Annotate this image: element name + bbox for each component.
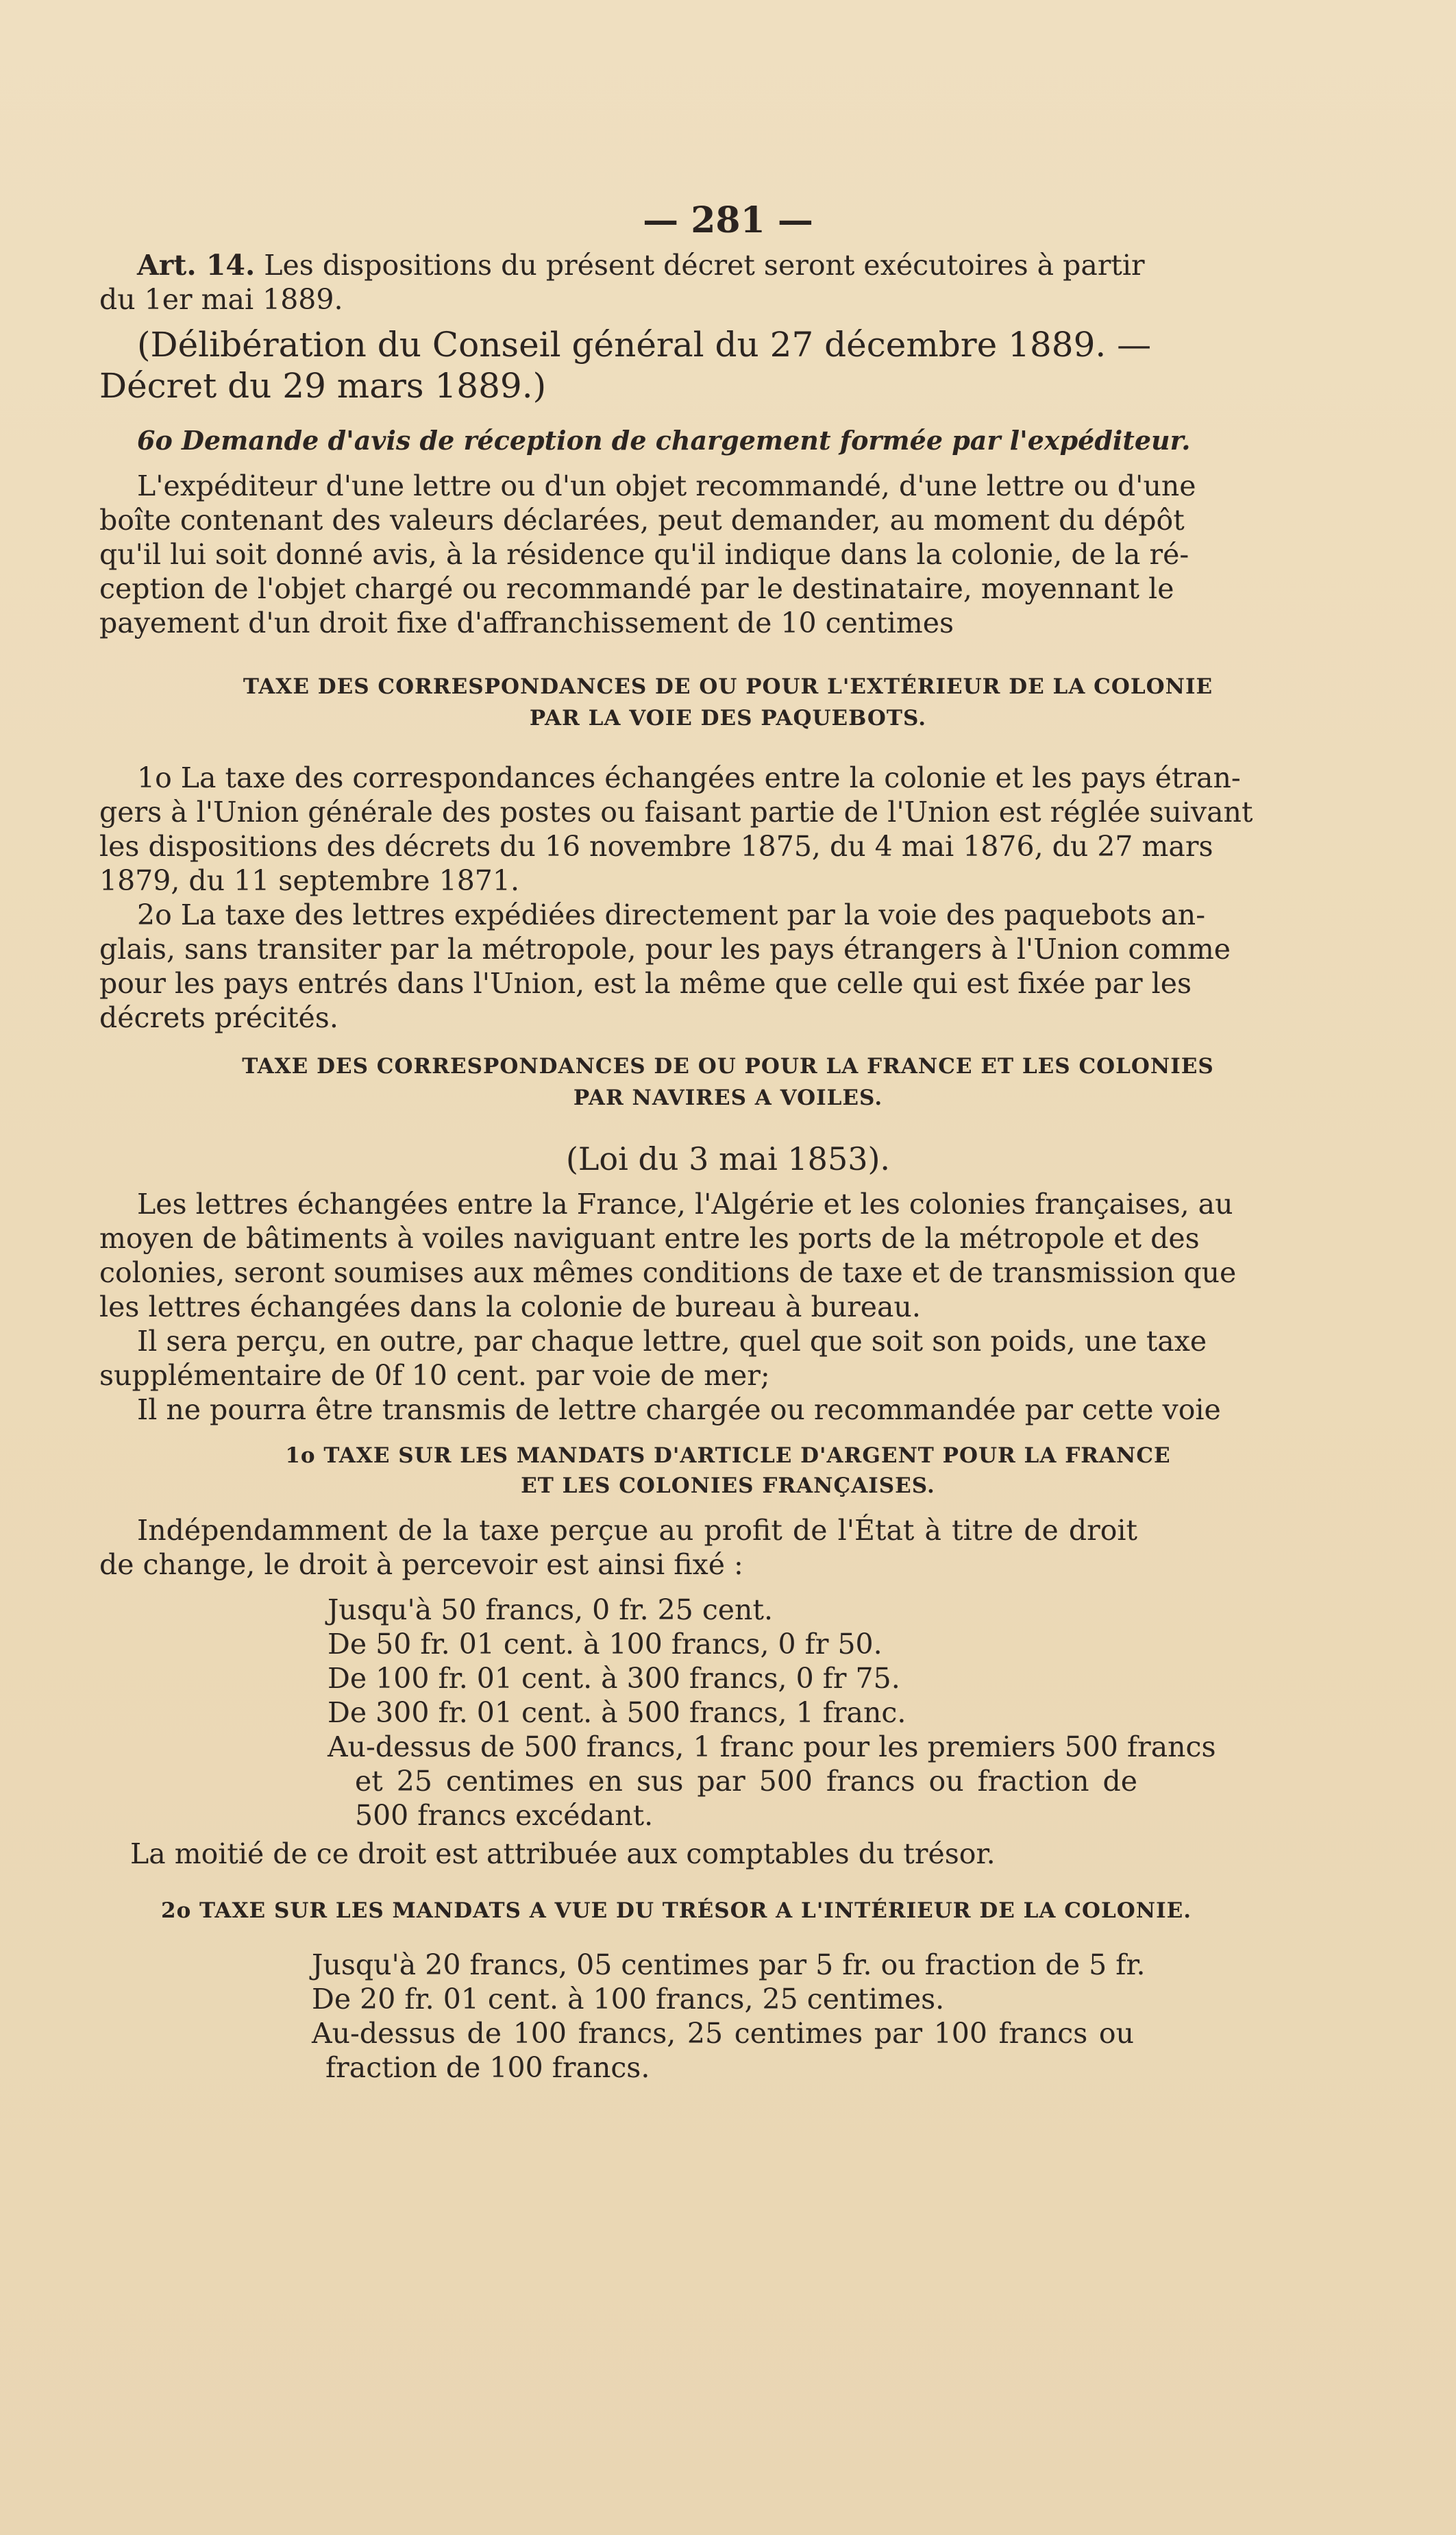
tariff-line: Au-dessus de 100 francs, 25 centimes par 100 francs ou bbox=[312, 2017, 1134, 2050]
deliberation-line1: (Délibération du Conseil général du 27 décembre 1889. — bbox=[137, 325, 1152, 365]
loi-reference: (Loi du 3 mai 1853). bbox=[565, 1140, 891, 1177]
text-line: Il sera perçu, en outre, par chaque lettre, quel que soit son poids, une taxe bbox=[137, 1325, 1207, 1358]
text-line: décrets précités. bbox=[99, 1001, 338, 1034]
text-line: glais, sans transiter par la métropole, pour les pays étrangers à l'Union comme bbox=[99, 933, 1231, 966]
tariff-line: De 100 fr. 01 cent. à 300 francs, 0 fr 75. bbox=[328, 1662, 900, 1695]
tariff-line: De 50 fr. 01 cent. à 100 francs, 0 fr 50. bbox=[328, 1628, 883, 1661]
text-line: ception de l'objet chargé ou recommandé par le destinataire, moyennant le bbox=[99, 572, 1174, 605]
section6-title: 6o Demande d'avis de réception de chargement formée par l'expéditeur. bbox=[137, 425, 1191, 456]
art14-label: Art. 14. bbox=[137, 249, 256, 282]
tariff-line: Jusqu'à 50 francs, 0 fr. 25 cent. bbox=[328, 1593, 773, 1626]
tariff-line: Jusqu'à 20 francs, 05 centimes par 5 fr. ou fraction de 5 fr. bbox=[312, 1948, 1146, 1981]
text-line: L'expéditeur d'une lettre ou d'un objet recommandé, d'une lettre ou d'une bbox=[137, 469, 1196, 502]
text-line: payement d'un droit fixe d'affranchissement de 10 centimes bbox=[99, 607, 954, 639]
section-heading: 2o TAXE SUR LES MANDATS A VUE DU TRÉSOR A L'INTÉRIEUR DE LA COLONIE. bbox=[161, 1898, 1192, 1923]
text-line: gers à l'Union générale des postes ou faisant partie de l'Union est réglée suivant bbox=[99, 796, 1253, 829]
section-heading: 1o TAXE SUR LES MANDATS D'ARTICLE D'ARGENT POUR LA FRANCE bbox=[285, 1443, 1171, 1468]
deliberation-line2: Décret du 29 mars 1889.) bbox=[99, 366, 547, 406]
text-line: moyen de bâtiments à voiles naviguant entre les ports de la métropole et des bbox=[99, 1222, 1200, 1255]
tariff-line: fraction de 100 francs. bbox=[325, 2051, 650, 2084]
text-line: supplémentaire de 0f 10 cent. par voie de mer; bbox=[99, 1359, 770, 1392]
tariff-line: De 20 fr. 01 cent. à 100 francs, 25 centimes. bbox=[312, 1983, 945, 2016]
section-heading: PAR NAVIRES A VOILES. bbox=[573, 1086, 883, 1110]
text-line: Il ne pourra être transmis de lettre chargée ou recommandée par cette voie bbox=[137, 1393, 1221, 1426]
section-heading: TAXE DES CORRESPONDANCES DE OU POUR L'EXTÉRIEUR DE LA COLONIE bbox=[243, 674, 1213, 699]
section-heading: TAXE DES CORRESPONDANCES DE OU POUR LA FRANCE ET LES COLONIES bbox=[242, 1054, 1214, 1079]
page-number: — 281 — bbox=[643, 199, 813, 241]
text-line: les dispositions des décrets du 16 novembre 1875, du 4 mai 1876, du 27 mars bbox=[99, 830, 1213, 863]
art14-text: Les dispositions du présent décret seront exécutoires à partir bbox=[264, 249, 1145, 282]
art14-line2: du 1er mai 1889. bbox=[99, 283, 343, 316]
text-line: La moitié de ce droit est attribuée aux comptables du trésor. bbox=[130, 1837, 996, 1870]
tariff-line: De 300 fr. 01 cent. à 500 francs, 1 franc. bbox=[328, 1696, 906, 1729]
text-line: de change, le droit à percevoir est ainsi fixé : bbox=[99, 1548, 743, 1581]
text-line: les lettres échangées dans la colonie de bureau à bureau. bbox=[99, 1290, 921, 1323]
text-line: qu'il lui soit donné avis, à la résidence qu'il indique dans la colonie, de la ré- bbox=[99, 538, 1189, 571]
tariff-line: 500 francs excédant. bbox=[355, 1799, 654, 1832]
section-heading: ET LES COLONIES FRANÇAISES. bbox=[521, 1473, 935, 1498]
tariff-line: Au-dessus de 500 francs, 1 franc pour les premiers 500 francs bbox=[328, 1730, 1216, 1763]
text-line: colonies, seront soumises aux mêmes conditions de taxe et de transmission que bbox=[99, 1256, 1237, 1289]
text-line: boîte contenant des valeurs déclarées, peut demander, au moment du dépôt bbox=[99, 504, 1185, 537]
text-line: Indépendamment de la taxe perçue au profit de l'État à titre de droit bbox=[137, 1514, 1137, 1547]
text-line: 2o La taxe des lettres expédiées directement par la voie des paquebots an- bbox=[137, 898, 1206, 931]
text-line: Les lettres échangées entre la France, l'Algérie et les colonies françaises, au bbox=[137, 1188, 1233, 1221]
section-heading: PAR LA VOIE DES PAQUEBOTS. bbox=[529, 706, 927, 731]
text-line: 1o La taxe des correspondances échangées entre la colonie et les pays étran- bbox=[137, 761, 1241, 794]
text-line: pour les pays entrés dans l'Union, est la même que celle qui est fixée par les bbox=[99, 967, 1192, 1000]
art14-line1 bbox=[137, 248, 1145, 282]
tariff-line: et 25 centimes en sus par 500 francs ou fraction de bbox=[355, 1765, 1137, 1798]
text-line: 1879, du 11 septembre 1871. bbox=[99, 864, 519, 897]
